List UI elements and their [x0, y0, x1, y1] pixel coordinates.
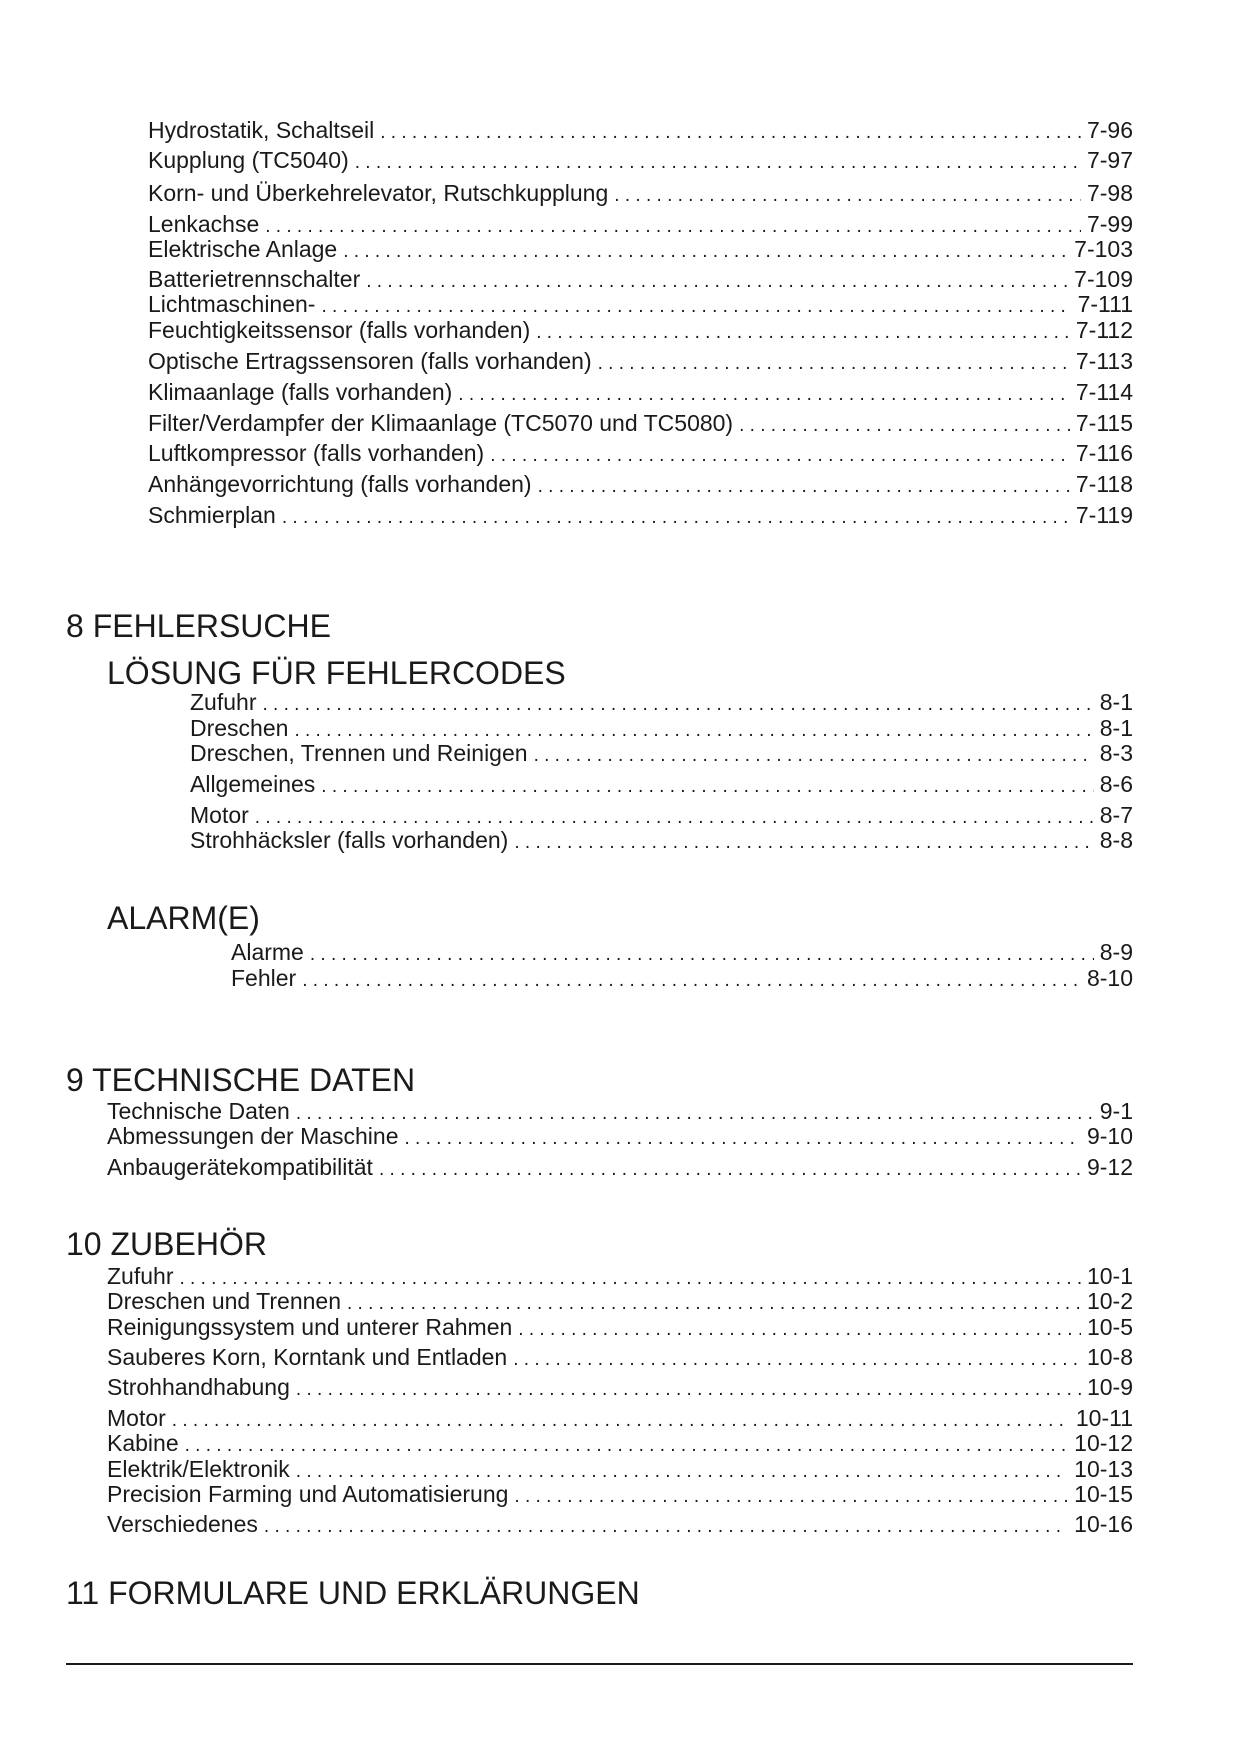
toc-entry[interactable] [148, 410, 1133, 439]
entry-page: 7-112 [1075, 317, 1133, 343]
leader-dots [380, 120, 1081, 146]
entry-page: 8-7 [1099, 802, 1133, 828]
toc-entry[interactable] [190, 771, 1133, 800]
toc-entry[interactable] [231, 939, 1133, 968]
toc-entry[interactable] [190, 827, 1133, 856]
leader-dots [514, 830, 1093, 856]
entry-label: Hydrostatik, Schaltseil [148, 117, 375, 143]
leader-dots [343, 239, 1068, 265]
entry-label: Elektrische Anlage [148, 236, 338, 262]
toc-entry[interactable] [107, 1481, 1133, 1510]
entry-label: Allgemeines [190, 771, 316, 797]
toc-entry[interactable] [148, 379, 1133, 408]
entry-page: 9-1 [1099, 1098, 1133, 1124]
entry-page: 10-8 [1086, 1344, 1133, 1370]
entry-label: Strohhäcksler (falls vorhanden) [190, 827, 509, 853]
toc-entry[interactable] [231, 965, 1133, 994]
entry-page: 7-115 [1075, 410, 1133, 436]
entry-page: 7-118 [1075, 471, 1133, 497]
entry-label: Anhängevorrichtung (falls vorhanden) [148, 471, 532, 497]
leader-dots [264, 1514, 1068, 1540]
section-heading[interactable]: LÖSUNG FÜR FEHLERCODES [107, 655, 566, 691]
entry-label: Luftkompressor (falls vorhanden) [148, 440, 485, 466]
toc-entry[interactable] [107, 1314, 1133, 1343]
entry-page: 7-96 [1086, 117, 1133, 143]
entry-page: 10-16 [1074, 1511, 1133, 1537]
toc-entry[interactable] [148, 471, 1133, 500]
entry-page: 7-113 [1075, 348, 1133, 374]
entry-label: Zufuhr [107, 1263, 174, 1289]
entry-label: Feuchtigkeitssensor (falls vorhanden) [148, 317, 531, 343]
footer-rule [66, 1663, 1133, 1665]
entry-page: 7-99 [1086, 211, 1133, 237]
entry-label: Motor [190, 802, 249, 828]
entry-label: Schmierplan [148, 502, 276, 528]
leader-dots [534, 743, 1094, 769]
entry-page: 8-10 [1086, 965, 1133, 991]
entry-label: Motor [107, 1405, 166, 1431]
entry-page: 10-15 [1074, 1481, 1133, 1507]
entry-label: Filter/Verdampfer der Klimaanlage (TC5070 und TC5080) [148, 410, 734, 436]
entry-label: Anbaugerätekompatibilität [107, 1154, 373, 1180]
chapter-heading[interactable]: 9 TECHNISCHE DATEN [66, 1062, 416, 1098]
entry-label: Elektrik/Elektronik [107, 1456, 290, 1482]
chapter-heading[interactable]: 11 FORMULARE UND ERKLÄRUNGEN [66, 1575, 640, 1611]
entry-page: 8-9 [1099, 939, 1133, 965]
entry-page: 7-119 [1075, 502, 1133, 528]
toc-entry[interactable] [190, 740, 1133, 769]
entry-label: Korn- und Überkehrelevator, Rutschkupplung [148, 180, 609, 206]
toc-entry[interactable] [107, 1511, 1133, 1540]
entry-page: 10-5 [1086, 1314, 1133, 1340]
entry-page: 7-98 [1086, 180, 1133, 206]
toc-entry[interactable] [148, 180, 1133, 209]
toc-entry[interactable] [148, 348, 1133, 377]
toc-entry[interactable] [148, 236, 1133, 265]
leader-dots [282, 505, 1070, 531]
entry-page: 7-109 [1074, 266, 1133, 292]
toc-entry[interactable] [107, 1344, 1133, 1373]
entry-page: 10-1 [1086, 1263, 1133, 1289]
chapter-heading[interactable]: 8 FEHLERSUCHE [66, 608, 331, 644]
toc-entry[interactable] [107, 1123, 1133, 1152]
toc-entry[interactable] [190, 689, 1133, 718]
leader-dots [614, 183, 1081, 209]
entry-label: Technische Daten [107, 1098, 290, 1124]
leader-dots [514, 1484, 1068, 1510]
toc-entry[interactable] [148, 440, 1133, 469]
leader-dots [538, 474, 1070, 500]
toc-entry[interactable] [107, 1288, 1133, 1317]
chapter-heading[interactable]: 10 ZUBEHÖR [66, 1226, 267, 1262]
entry-label: Sauberes Korn, Korntank und Entladen [107, 1344, 508, 1370]
leader-dots [405, 1126, 1081, 1152]
leader-dots [296, 1377, 1081, 1403]
leader-dots [536, 320, 1070, 346]
entry-page: 10-12 [1074, 1430, 1133, 1456]
section-heading[interactable]: ALARM(E) [107, 900, 260, 936]
toc-entry[interactable] [107, 1430, 1133, 1459]
entry-page: 9-12 [1086, 1154, 1133, 1180]
leader-dots [518, 1317, 1081, 1343]
entry-page: 8-8 [1099, 827, 1133, 853]
entry-label: Lenkachse [148, 211, 260, 237]
entry-label: Kupplung (TC5040) [148, 147, 349, 173]
entry-label: Verschiedenes [107, 1511, 258, 1537]
entry-label: Alarme [231, 939, 304, 965]
entry-label: Precision Farming und Automatisierung [107, 1481, 509, 1507]
leader-dots [513, 1347, 1081, 1373]
entry-label: Strohhandhabung [107, 1374, 290, 1400]
entry-page: 8-3 [1099, 740, 1133, 766]
entry-page: 7-116 [1075, 440, 1133, 466]
entry-label: Reinigungssystem und unterer Rahmen [107, 1314, 513, 1340]
leader-dots [598, 351, 1070, 377]
entry-label: Kabine [107, 1430, 179, 1456]
entry-page: 8-1 [1099, 715, 1133, 741]
entry-page: 10-13 [1074, 1456, 1133, 1482]
entry-label: Zufuhr [190, 689, 257, 715]
toc-entry[interactable] [107, 1154, 1133, 1183]
toc-entry[interactable] [148, 291, 1133, 320]
leader-dots [321, 774, 1093, 800]
entry-label: Dreschen, Trennen und Reinigen [190, 740, 528, 766]
entry-page: 10-11 [1075, 1405, 1133, 1431]
leader-dots [490, 443, 1070, 469]
entry-page: 7-111 [1077, 291, 1133, 317]
entry-label: Klimaanlage (falls vorhanden) [148, 379, 453, 405]
toc-entry[interactable] [148, 117, 1133, 146]
entry-page: 8-6 [1099, 771, 1133, 797]
entry-page: 10-9 [1086, 1374, 1133, 1400]
leader-dots [739, 413, 1070, 439]
leader-dots [355, 150, 1081, 176]
entry-label: Dreschen und Trennen [107, 1288, 341, 1314]
entry-label: Abmessungen der Maschine [107, 1123, 399, 1149]
entry-label: Lichtmaschinen- [148, 291, 316, 317]
entry-page: 7-97 [1086, 147, 1133, 173]
entry-page: 9-10 [1086, 1123, 1133, 1149]
entry-label: Dreschen [190, 715, 289, 741]
leader-dots [458, 382, 1070, 408]
entry-label: Optische Ertragssensoren (falls vorhanden) [148, 348, 592, 374]
entry-page: 7-114 [1075, 379, 1133, 405]
toc-entry[interactable] [148, 502, 1133, 531]
toc-entry[interactable] [148, 147, 1133, 176]
entry-label: Fehler [231, 965, 297, 991]
entry-page: 10-2 [1086, 1288, 1133, 1314]
toc-entry[interactable] [107, 1374, 1133, 1403]
leader-dots [379, 1157, 1081, 1183]
entry-page: 7-103 [1074, 236, 1133, 262]
leader-dots [302, 968, 1081, 994]
entry-label: Batterietrennschalter [148, 266, 361, 292]
toc-entry[interactable] [148, 317, 1133, 346]
entry-page: 8-1 [1099, 689, 1133, 715]
